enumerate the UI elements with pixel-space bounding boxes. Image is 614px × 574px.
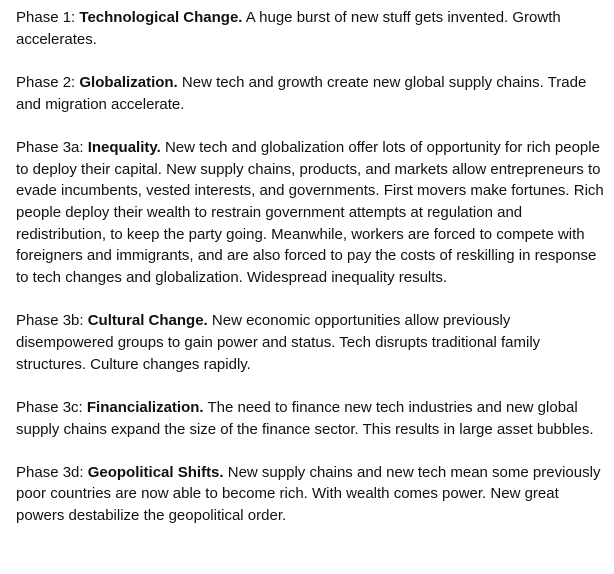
phase-title: Inequality. bbox=[87, 138, 161, 156]
phase-description: The need to finance new tech industries and new global supply chains expand the size of the finance sector. This results in large asset bubbles. bbox=[16, 398, 594, 438]
phase-label: Phase 1: bbox=[16, 9, 80, 26]
phase-description: New supply chains and new tech mean some previously poor countries are now able to become rich. With wealth comes power. New great powers destabilize the geopolitical order. bbox=[16, 463, 601, 525]
phase-3d-paragraph bbox=[16, 462, 606, 527]
phase-1-paragraph bbox=[16, 7, 606, 50]
phase-label: Phase 3a: bbox=[16, 138, 88, 156]
phase-label: Phase 3b: bbox=[16, 312, 88, 330]
phase-2-paragraph bbox=[16, 72, 606, 115]
phase-3b-paragraph bbox=[16, 310, 606, 375]
phase-3c-paragraph bbox=[16, 397, 606, 440]
phase-title: Geopolitical Shifts. bbox=[87, 463, 224, 481]
phase-label: Phase 2: bbox=[16, 73, 80, 91]
phase-description: A huge burst of new stuff gets invented. Growth accelerates. bbox=[16, 9, 561, 48]
phase-description: New economic opportunities allow previously disempowered groups to gain power and status. Tech disrupts traditional family structures. Culture changes rapidly. bbox=[16, 312, 541, 373]
phase-title: Cultural Change. bbox=[87, 312, 208, 330]
phase-description: New tech and globalization offer lots of opportunity for rich people to deploy their capital. New supply chains, products, and markets allow entrepreneurs to evade incumbents, vested interests, and governments. First movers make fortunes. Rich people deploy their wealth to restrain government attempts at regulation and redistribution, to keep the party going. Meanwhile, workers are forced to compete with foreigners and immigrants, and are also forced to pay the costs of reskilling in response to tech changes and globalization. Widespread inequality results. bbox=[16, 138, 604, 287]
phase-title: Globalization. bbox=[79, 73, 178, 91]
phase-title: Financialization. bbox=[86, 398, 204, 416]
phase-3a-paragraph bbox=[16, 137, 606, 289]
phase-label: Phase 3d: bbox=[16, 463, 88, 481]
phase-title: Technological Change. bbox=[79, 9, 243, 26]
phase-description: New tech and growth create new global supply chains. Trade and migration accelerate. bbox=[16, 73, 587, 113]
phase-label: Phase 3c: bbox=[16, 398, 87, 416]
